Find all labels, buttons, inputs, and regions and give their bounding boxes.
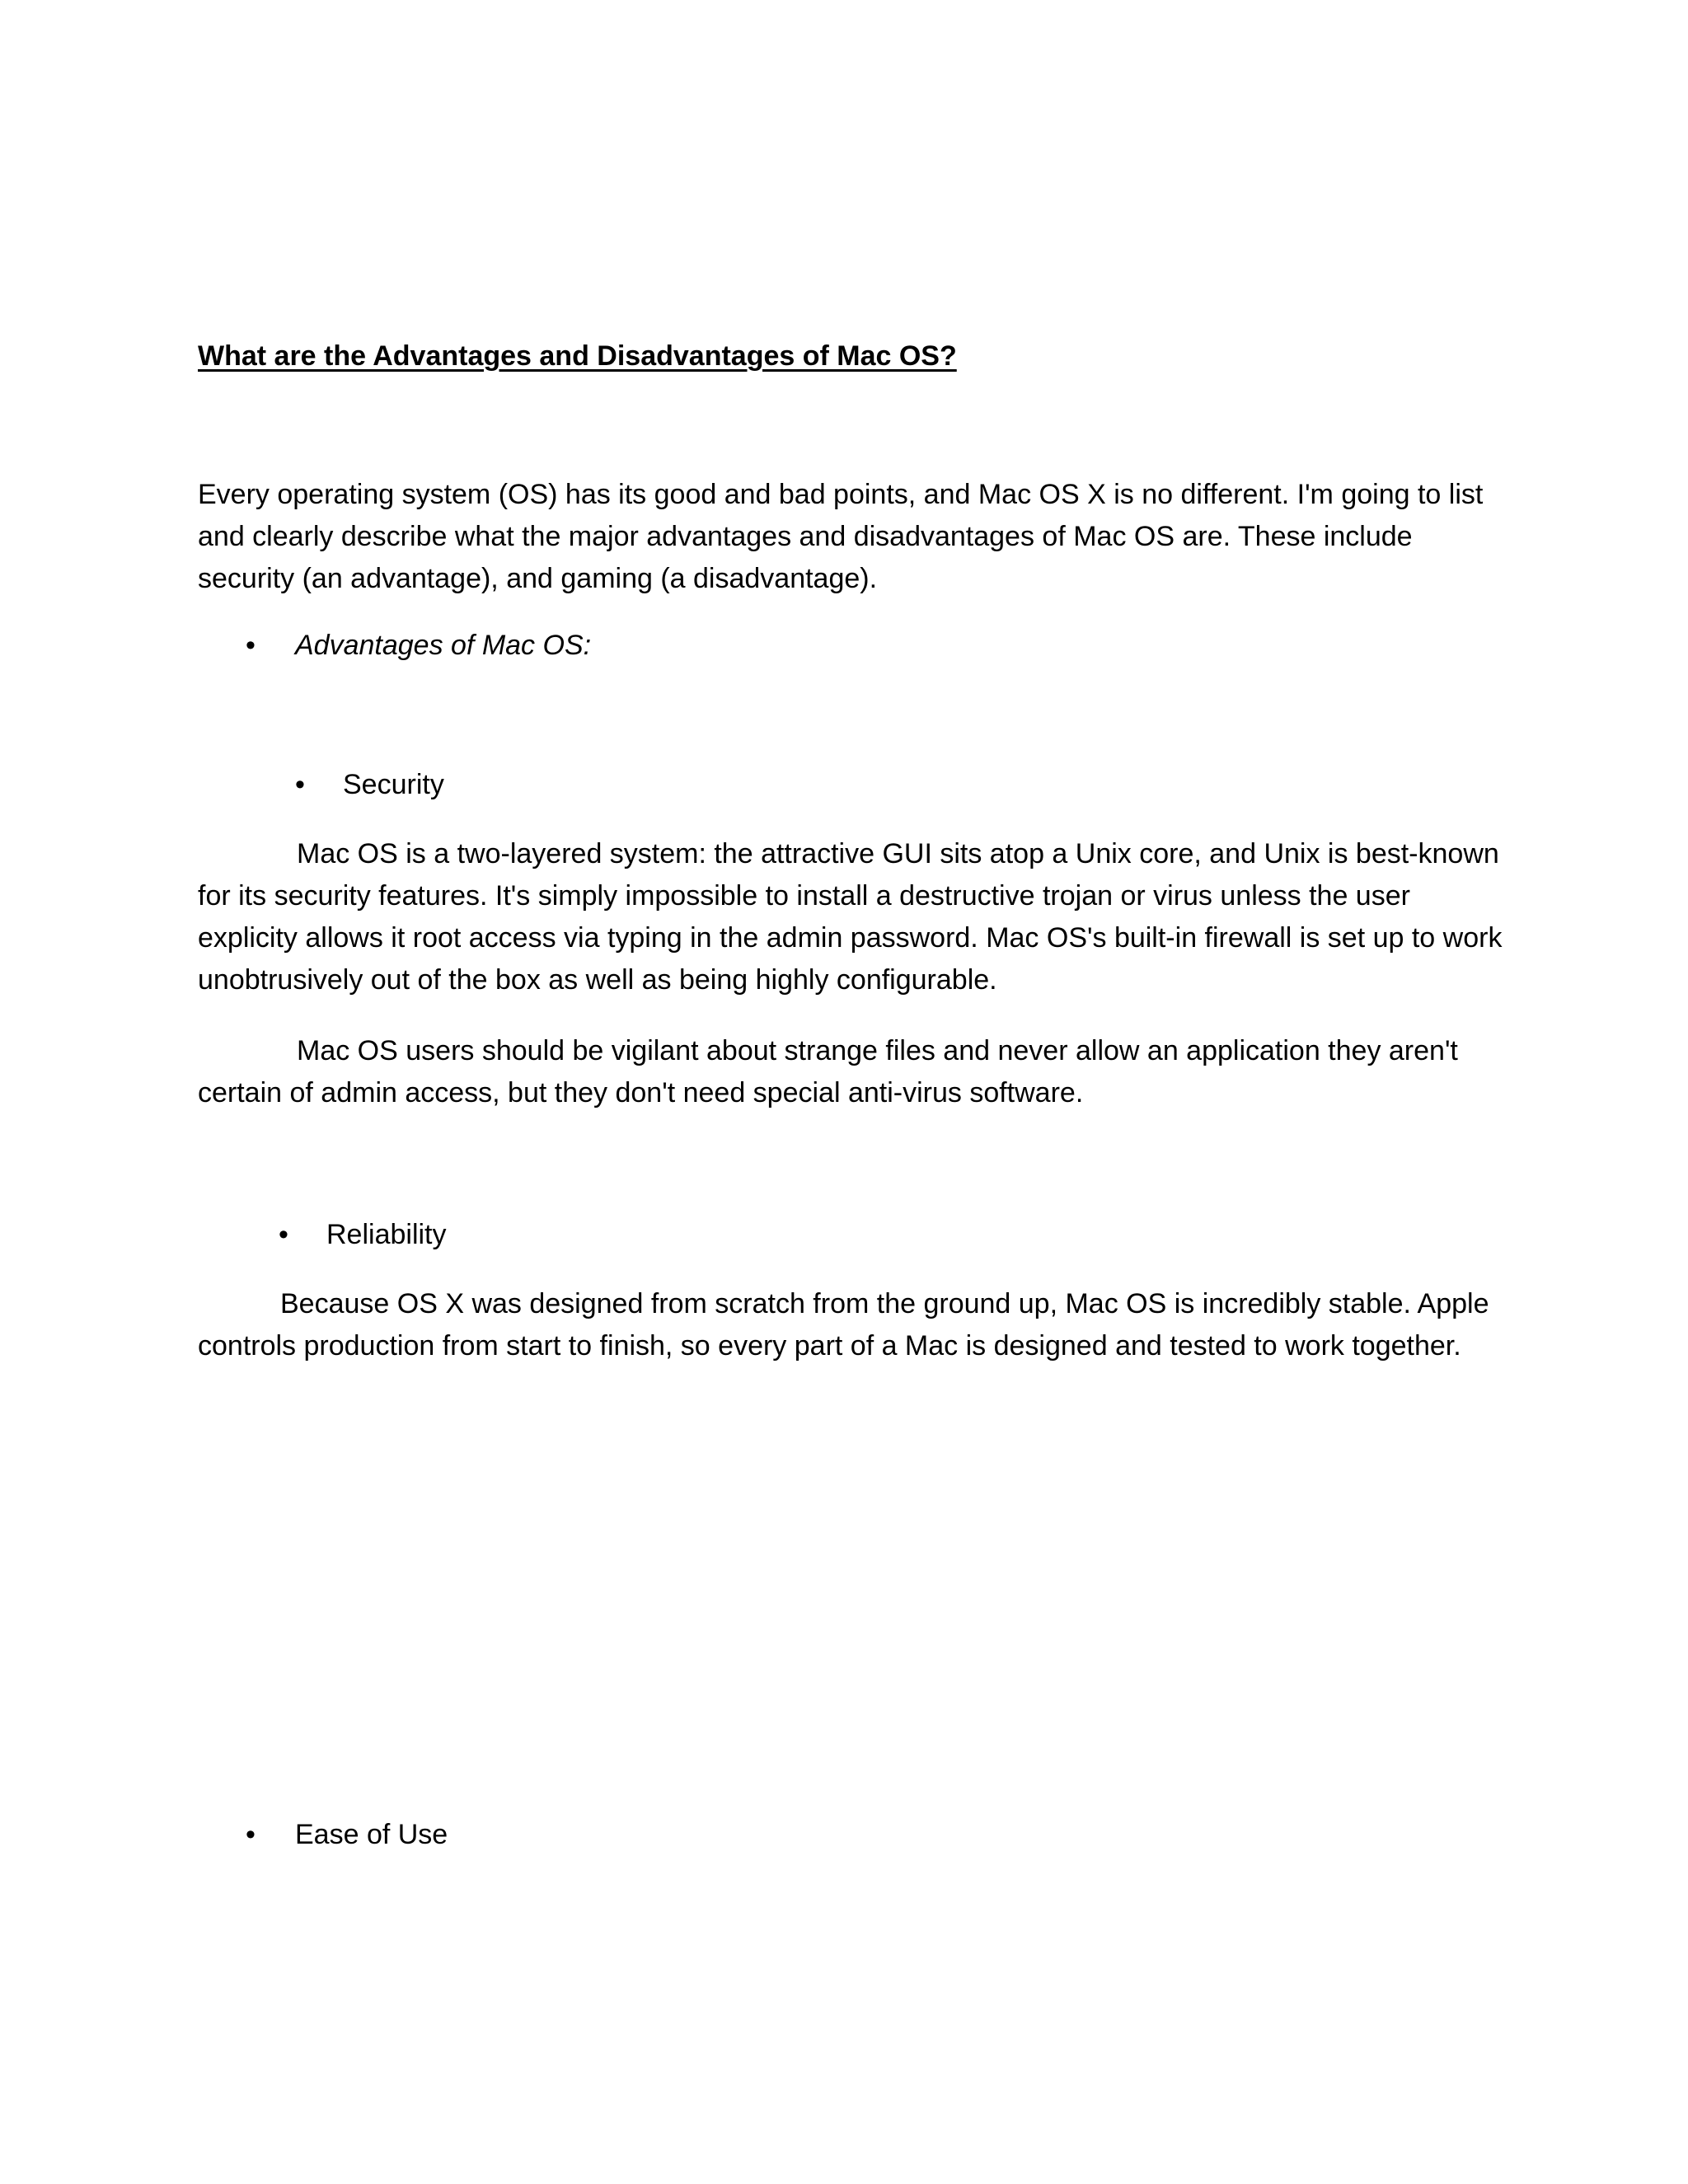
- document-title: What are the Advantages and Disadvantages of Mac OS?: [198, 340, 957, 372]
- bullet-icon: •: [246, 630, 256, 661]
- reliability-paragraph-1: Because OS X was designed from scratch from the ground up, Mac OS is incredibly stable. Apple controls production from start to finish, so every part of a Mac is designed and tested to work together.: [198, 1288, 1489, 1361]
- reliability-heading: Reliability: [326, 1219, 447, 1250]
- ease-of-use-heading: Ease of Use: [295, 1819, 448, 1850]
- security-paragraph-1: Mac OS is a two-layered system: the attractive GUI sits atop a Unix core, and Unix is best-known for its security features. It's simply impossible to install a destructive trojan or virus unless the user explicity allows it root access via typing in the admin password. Mac OS's built-in firewall is set up to work unobtrusively out of the box as well as being highly configurable.: [198, 838, 1503, 996]
- bullet-icon: •: [295, 769, 305, 800]
- security-paragraph-2: Mac OS users should be vigilant about strange files and never allow an application they aren't certain of admin access, but they don't need special anti-virus software.: [198, 1035, 1458, 1108]
- advantages-heading: Advantages of Mac OS:: [295, 630, 592, 661]
- security-heading: Security: [343, 769, 444, 800]
- bullet-icon: •: [279, 1219, 288, 1250]
- intro-paragraph: Every operating system (OS) has its good and bad points, and Mac OS X is no different. I'm going to list and clearly describe what the major advantages and disadvantages of Mac OS are. These include security (an advantage), and gaming (a disadvantage).: [198, 479, 1484, 594]
- bullet-icon: •: [246, 1819, 256, 1850]
